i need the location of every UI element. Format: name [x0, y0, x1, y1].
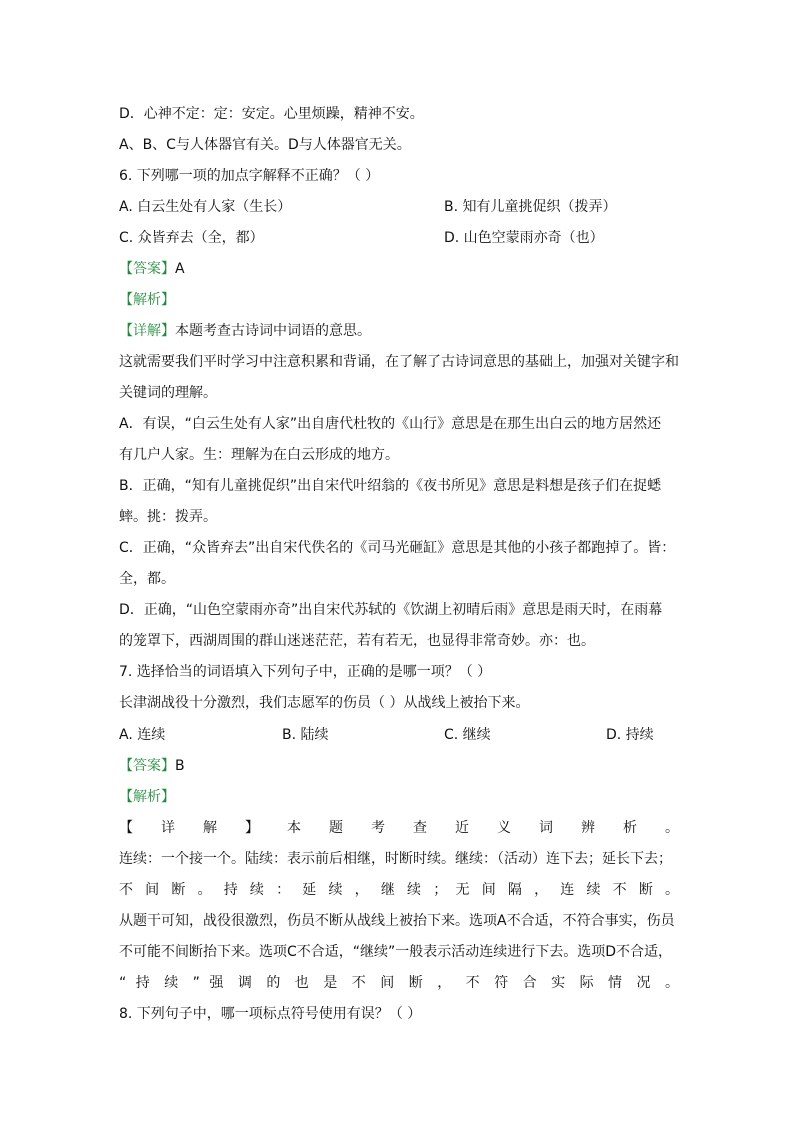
question-7-sentence: 长津湖战役十分激烈，我们志愿军的伤员（ ）从战线上被抬下来。	[119, 695, 530, 711]
q6-option-c: C. 众皆弃去（全，都）	[119, 230, 264, 246]
question-6: 6. 下列哪一项的加点字解释不正确？（ ）	[119, 168, 380, 184]
text-line: “ 持 续 ” 强 调 的 也 是 不 间 断 ， 不 符 合 实 际 情 况 。	[119, 975, 679, 991]
detail-6	[119, 321, 679, 341]
text-line: A、B、C与人体器官有关。D与人体器官无关。	[119, 137, 411, 153]
text-line: 连续：一个接一个。陆续：表示前后相继，时断时续。继续：（活动）连下去；延长下去；	[119, 851, 672, 867]
text-line: C．正确，“众皆弃去”出自宋代佚名的《司马光砸缸》意思是其他的小孩子都跑掉了。皆：	[119, 540, 676, 556]
text-line: A．有误，“白云生处有人家”出自唐代杜牧的《山行》意思是在那生出白云的地方居然还	[119, 416, 662, 432]
text-line: 不 间 断 。 持 续 ： 延 续 ， 继 续 ； 无 间 隔 ， 连 续 不 断 。	[119, 882, 679, 898]
detail-text: 本题考查古诗词中词语的意思。	[175, 323, 371, 339]
text-line: 蟀。挑：拨弄。	[119, 509, 217, 525]
text-line: 有几户人家。生：理解为在白云形成的地方。	[119, 447, 399, 463]
answer-7	[119, 756, 679, 776]
answer-label: 【答案】	[119, 261, 175, 277]
text-line: 从题干可知，战役很激烈，伤员不断从战线上被抬下来。选项A不合适，不符合事实，伤员	[119, 913, 675, 929]
text-line: B．正确，“知有儿童挑促织”出自宋代叶绍翁的《夜书所见》意思是料想是孩子们在捉蟋	[119, 478, 662, 494]
text-line: 全，都。	[119, 571, 175, 587]
q6-option-b: B. 知有儿童挑促织（拨弄）	[444, 199, 617, 215]
text-line: 这就需要我们平时学习中注意积累和背诵，在了解了古诗词意思的基础上，加强对关键字和	[119, 354, 679, 370]
analysis-label: 【解析】	[119, 292, 175, 308]
q6-option-d: D. 山色空蒙雨亦奇（也）	[444, 230, 604, 246]
answer-6	[119, 259, 679, 279]
detail-7: 【 详 解 】 本 题 考 查 近 义 词 辨 析 。	[119, 820, 679, 836]
q7-option-b: B. 陆续	[282, 727, 329, 743]
q6-option-a: A. 白云生处有人家（生长）	[119, 199, 292, 215]
answer-value: B	[175, 758, 185, 774]
q7-option-a: A. 连续	[119, 727, 166, 743]
text-line: D．正确，“山色空蒙雨亦奇”出自宋代苏轼的《饮湖上初晴后雨》意思是雨天时，在雨幕	[119, 602, 663, 618]
q7-option-d: D. 持续	[606, 727, 654, 743]
text-line: D．心神不定：定：安定。心里烦躁，精神不安。	[119, 106, 424, 122]
detail-label: 【详解】	[119, 323, 175, 339]
answer-value: A	[175, 261, 185, 277]
text-line: 的笼罩下，西湖周围的群山迷迷茫茫，若有若无，也显得非常奇妙。亦：也。	[119, 633, 595, 649]
question-7: 7. 选择恰当的词语填入下列句子中，正确的是哪一项？（ ）	[119, 664, 492, 680]
answer-label: 【答案】	[119, 758, 175, 774]
text-line: 不可能不间断抬下来。选项C不合适，“继续”一般表示活动连续进行下去。选项D不合适，	[119, 944, 673, 960]
text-line: 关键词的理解。	[119, 385, 217, 401]
analysis-label: 【解析】	[119, 789, 175, 805]
question-8: 8. 下列句子中，哪一项标点符号使用有误？（ ）	[119, 1006, 422, 1022]
q7-option-c: C. 继续	[444, 727, 491, 743]
